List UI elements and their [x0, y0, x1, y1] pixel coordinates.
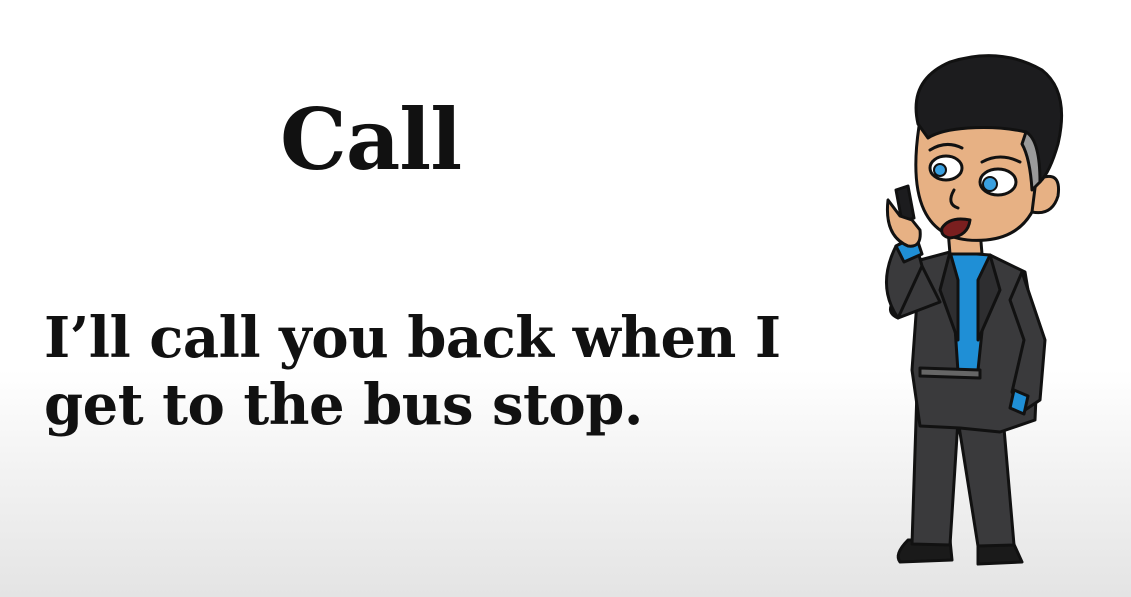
- slide-title: Call: [280, 90, 462, 189]
- businessman-on-phone-icon: [800, 40, 1120, 585]
- example-sentence: I’ll call you back when I get to the bus stop.: [44, 305, 781, 439]
